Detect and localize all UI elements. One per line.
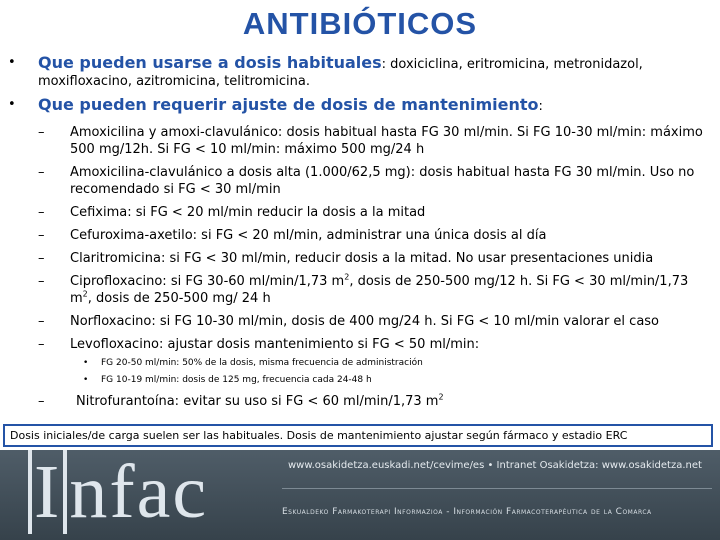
infac-banner (0, 450, 720, 540)
drug-item-levofloxacino: – Levofloxacino: ajustar dosis mantenimiento si FG < 50 ml/min: (38, 337, 480, 352)
drug-item: – Cefixima: si FG < 20 ml/min reducir la dosis a la mitad (38, 205, 426, 220)
bullet-marker: • (8, 97, 16, 112)
bullet-heading: Que pueden usarse a dosis habituales (38, 53, 382, 72)
banner-tagline: Eskualdeko Farmakoterapi Informazioa - Información Farmacoterapéutica de la Comarca (282, 507, 652, 517)
drug-text: Amoxicilina-clavulánico a dosis alta (1.000/62,5 mg): dosis habitual hasta FG 30 ml/min. Uso no recomendado si FG < 30 ml/min (70, 165, 695, 197)
banner-urls: www.osakidetza.euskadi.net/cevime/es • Intranet Osakidetza: www.osakidetza.net (288, 460, 702, 471)
footnote-box: Dosis iniciales/de carga suelen ser las habituales. Dosis de mantenimiento ajustar según fármaco y estadio ERC (3, 424, 713, 447)
bullet-adjust-dose (8, 96, 710, 115)
drug-item-norfloxacino: – Norfloxacino: si FG 10-30 ml/min, dosis de 400 mg/24 h. Si FG < 10 ml/min valorar el caso (38, 314, 660, 329)
infac-logo: I nfac (28, 450, 208, 534)
levo-sub-item: • FG 10-19 ml/min: dosis de 125 mg, frecuencia cada 24-48 h (83, 375, 372, 385)
bullet-usual-dose (8, 54, 710, 90)
drug-item: – Amoxicilina-clavulánico a dosis alta (1.000/62,5 mg): dosis habitual hasta FG 30 ml/min. Uso no recomendado si FG < 30 ml/min (38, 165, 695, 197)
drug-text: Cefixima: si FG < 20 ml/min reducir la dosis a la mitad (70, 205, 426, 220)
drug-item-ciprofloxacino: – Ciprofloxacino: si FG 30-60 ml/min/1,73 $m^2$, dosis de 250-500 mg/12 h. Si FG < 30 ml/min/1,73 $m^2$, dosis de 250-500 mg/ 24 h (38, 272, 689, 306)
drug-item: – Claritromicina: si FG < 30 ml/min, reducir dosis a la mitad. No usar presentaciones unidia (38, 251, 654, 266)
page-title: ANTIBIÓTICOS (242, 6, 478, 41)
drug-text: Amoxicilina y amoxi-clavulánico: dosis habitual hasta FG 30 ml/min. Si FG 10-30 ml/min: máximo 500 mg/12h. Si FG < 10 ml/min: máximo 500 mg/24 h (70, 125, 703, 157)
levo-sub-item: • FG 20-50 ml/min: 50% de la dosis, misma frecuencia de administración (83, 358, 423, 368)
bullet-text: : (538, 99, 543, 114)
drug-list (38, 124, 714, 416)
bullet-heading: Que pueden requerir ajuste de dosis de mantenimiento (38, 95, 539, 114)
drug-item: – Cefuroxima-axetilo: si FG < 20 ml/min, administrar una única dosis al día (38, 228, 547, 243)
drug-item-nitrofurantoina: – Nitrofurantoína: evitar su uso si FG < 60 ml/min/1,73 $m^2$ (38, 392, 444, 409)
drug-item: – Amoxicilina y amoxi-clavulánico: dosis habitual hasta FG 30 ml/min. Si FG 10-30 ml/min: máximo 500 mg/12h. Si FG < 10 ml/min: máximo 500 mg/24 h (38, 125, 703, 157)
drug-text: Claritromicina: si FG < 30 ml/min, reducir dosis a la mitad. No usar presentaciones unidia (70, 251, 654, 266)
bullet-marker: • (8, 55, 16, 70)
drug-text: Cefuroxima-axetilo: si FG < 20 ml/min, administrar una única dosis al día (70, 228, 547, 243)
banner-divider (282, 488, 712, 489)
bullet-text: : doxiciclina, eritromicina, metronidazol, moxifloxacino, azitromicina, telitromicina. (38, 57, 643, 89)
